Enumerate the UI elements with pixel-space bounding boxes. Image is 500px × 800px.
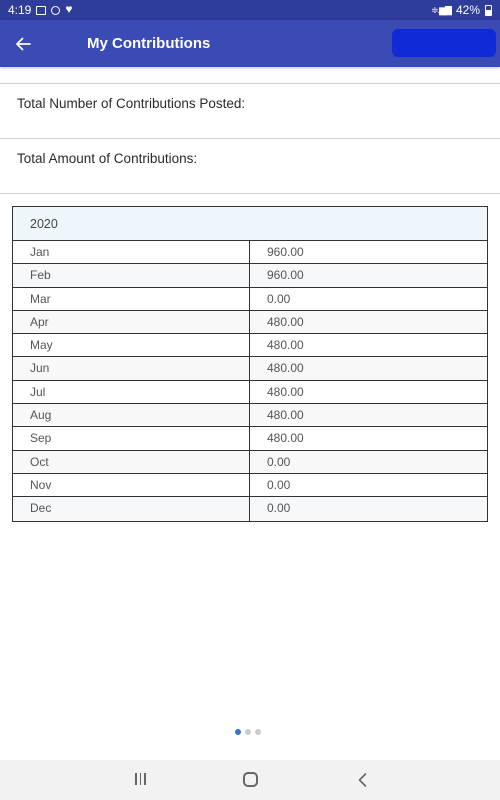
- status-bar: [0, 0, 500, 20]
- month-cell: Nov: [13, 474, 250, 496]
- month-cell: Sep: [13, 427, 250, 449]
- table-row: [13, 241, 487, 264]
- divider: [0, 193, 500, 194]
- back-button[interactable]: [10, 31, 36, 57]
- chevron-left-icon: [356, 772, 370, 788]
- amount-cell: 0.00: [267, 501, 291, 516]
- system-back-button[interactable]: [356, 772, 370, 788]
- home-button[interactable]: [243, 772, 258, 787]
- table-row: [13, 451, 487, 474]
- sync-notification-icon: [51, 6, 60, 15]
- table-row: [13, 357, 487, 380]
- month-cell: Oct: [13, 451, 250, 473]
- month-cell: Jun: [13, 357, 250, 379]
- battery-icon: [485, 5, 492, 16]
- system-navigation-bar: [0, 760, 500, 800]
- battery-percent: 42%: [455, 3, 480, 17]
- month-cell: May: [13, 334, 250, 356]
- amount-cell: 480.00: [267, 314, 304, 329]
- redacted-account-badge: [392, 29, 496, 57]
- table-body: [13, 241, 487, 521]
- month-cell: Jan: [13, 241, 250, 263]
- table-row: [13, 264, 487, 287]
- amount-cell: 0.00: [267, 454, 291, 469]
- month-cell: Apr: [13, 311, 250, 333]
- contributions-table: [12, 206, 488, 522]
- page-dot[interactable]: [235, 729, 241, 735]
- total-contributions-posted-label: Total Number of Contributions Posted:: [17, 96, 246, 111]
- amount-cell: 480.00: [267, 338, 304, 353]
- table-row: [13, 404, 487, 427]
- amount-cell: 0.00: [267, 477, 291, 492]
- amount-cell: 960.00: [267, 268, 304, 283]
- amount-cell: 960.00: [267, 245, 304, 259]
- amount-cell: 480.00: [267, 431, 304, 446]
- recent-apps-button[interactable]: [135, 773, 146, 785]
- page-dot[interactable]: [255, 729, 261, 735]
- divider: [0, 138, 500, 139]
- table-year-header: 2020: [13, 207, 487, 241]
- page-dot[interactable]: [245, 729, 251, 735]
- amount-cell: 0.00: [267, 291, 291, 306]
- heart-notification-icon: [65, 5, 75, 15]
- arrow-left-icon: [15, 36, 31, 52]
- table-row: [13, 427, 487, 450]
- table-row: [13, 497, 487, 520]
- amount-cell: 480.00: [267, 361, 304, 376]
- total-amount-contributions-label: Total Amount of Contributions:: [17, 151, 198, 166]
- month-cell: Feb: [13, 264, 250, 286]
- wifi-signal-icon: ≑.▆▇: [431, 4, 451, 15]
- app-bar: [0, 20, 500, 67]
- status-time: 4:19: [8, 3, 32, 17]
- month-cell: Mar: [13, 288, 250, 310]
- month-cell: Jul: [13, 381, 250, 403]
- table-row: [13, 381, 487, 404]
- table-row: [13, 288, 487, 311]
- amount-cell: 480.00: [267, 408, 304, 423]
- page-indicator: [235, 729, 261, 735]
- amount-cell: 480.00: [267, 384, 304, 399]
- month-cell: Dec: [13, 497, 250, 520]
- divider: [0, 83, 500, 84]
- month-cell: Aug: [13, 404, 250, 426]
- table-row: [13, 334, 487, 357]
- table-row: [13, 311, 487, 334]
- table-row: [13, 474, 487, 497]
- recent-apps-icon: [135, 773, 146, 785]
- gallery-notification-icon: [36, 6, 46, 15]
- page-title: My Contributions: [87, 35, 211, 52]
